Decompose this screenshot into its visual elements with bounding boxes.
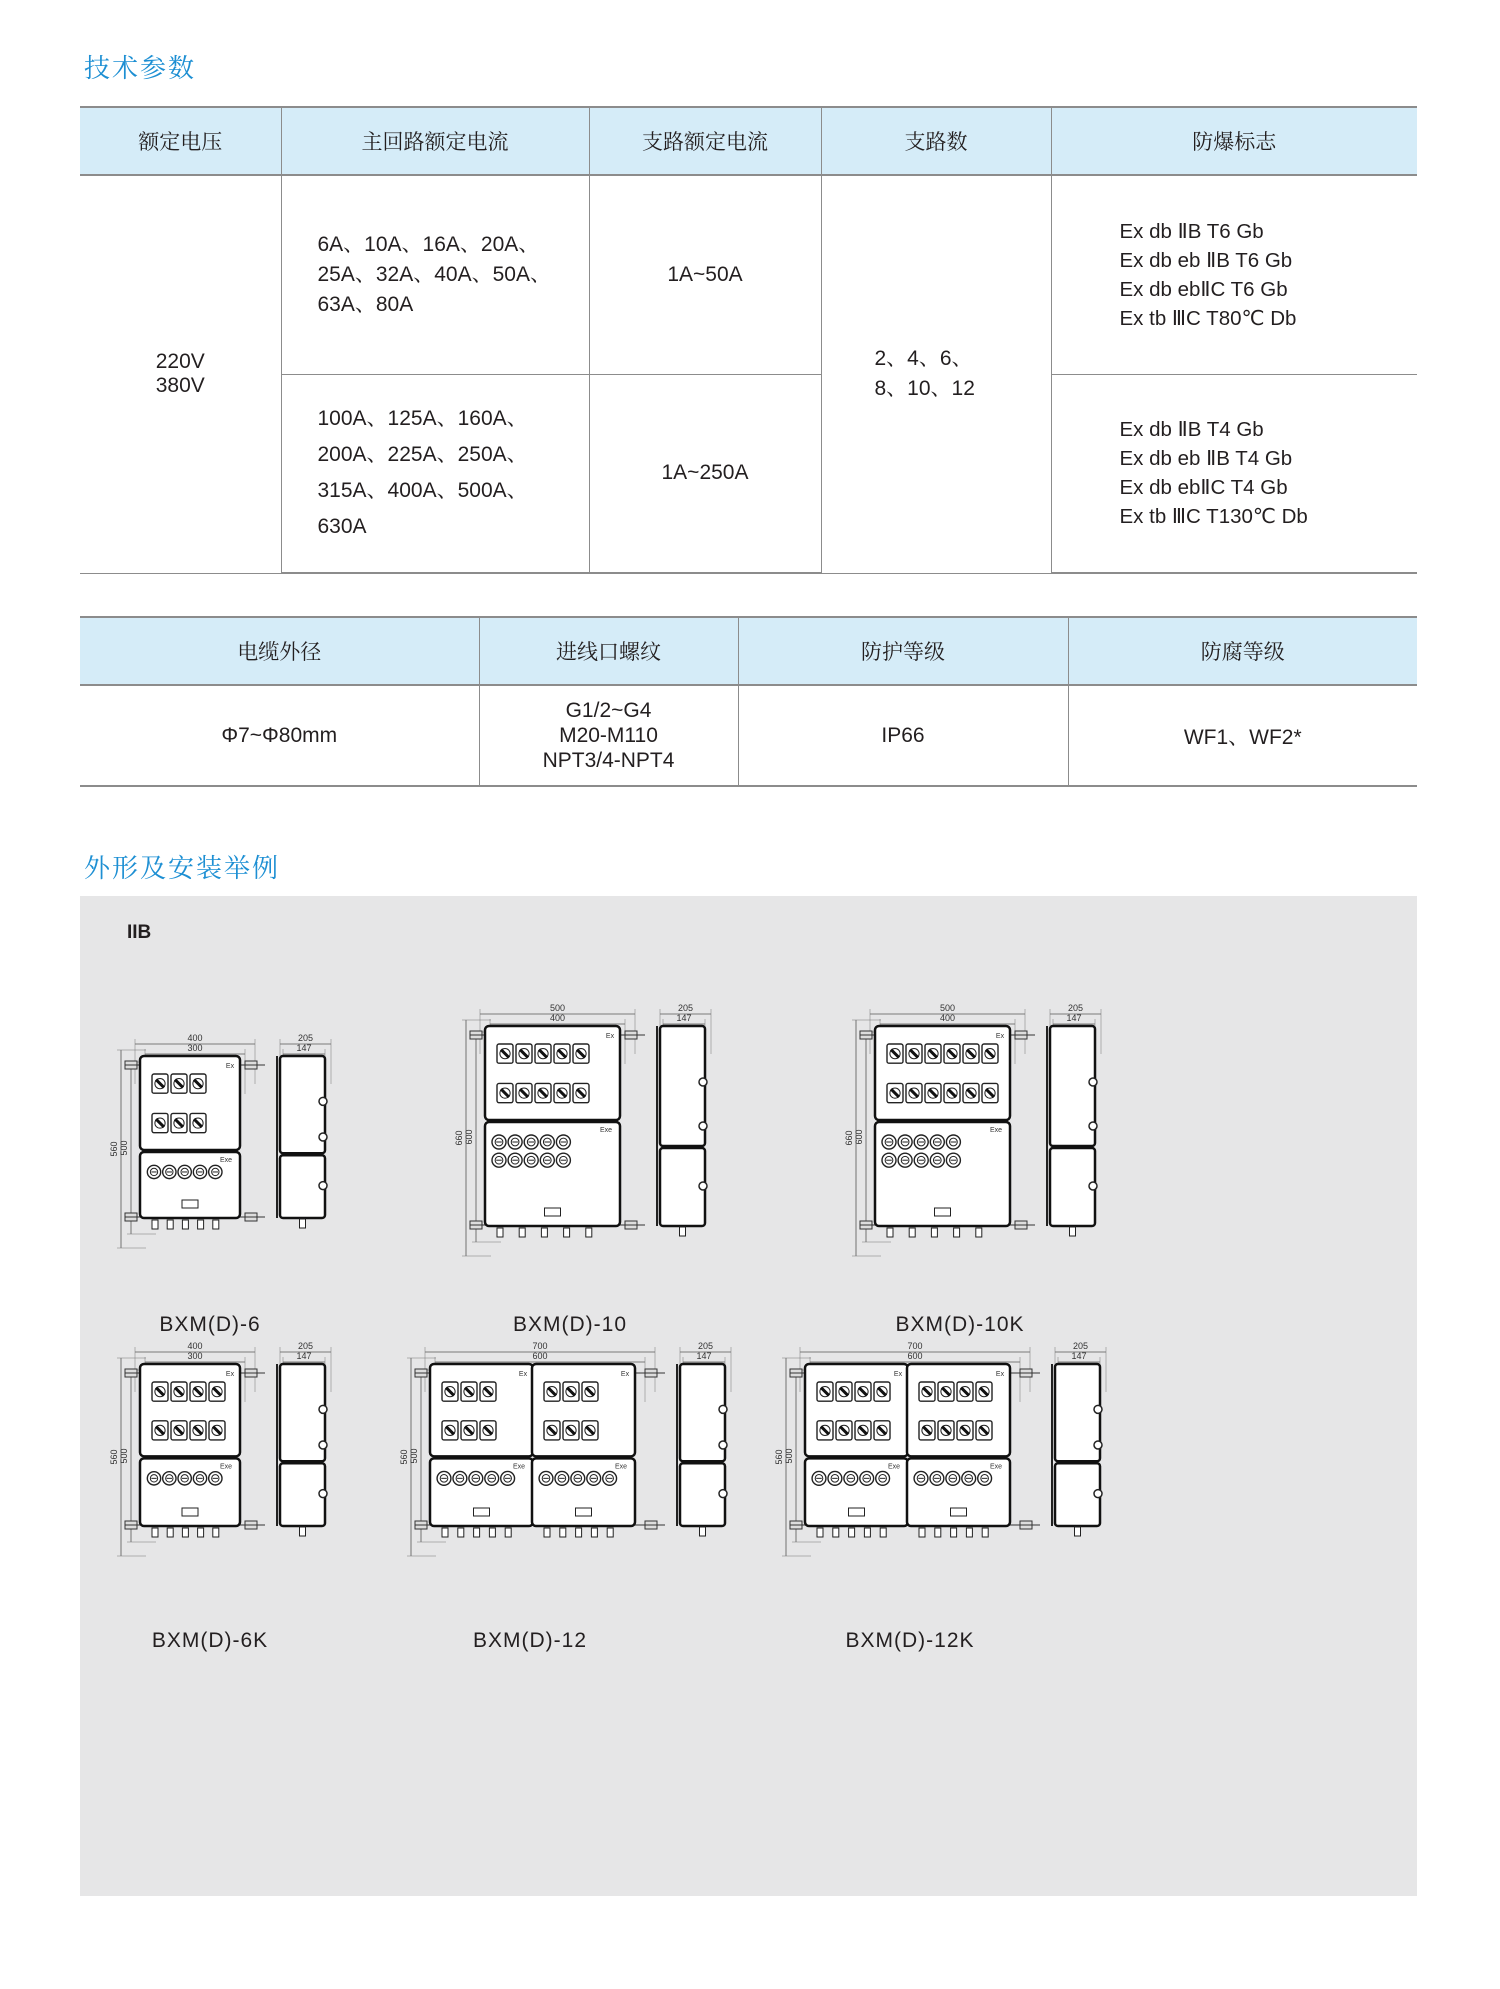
dim-width-inner-label: 600 <box>907 1351 923 1361</box>
dim-height-outer-label: 560 <box>774 1449 784 1465</box>
dim-height-outer-label: 560 <box>109 1449 119 1465</box>
ex-label: Ex <box>893 1371 903 1378</box>
cable-gland-icon <box>951 1528 957 1537</box>
side-knob-icon <box>719 1490 727 1498</box>
side-knob-icon <box>1094 1405 1102 1413</box>
thread-cell <box>479 685 738 786</box>
dim-width-inner-label: 400 <box>939 1013 956 1023</box>
nameplate <box>849 1508 865 1516</box>
model-label: BXM(D)-12K <box>845 1629 975 1652</box>
cable-gland-icon <box>564 1228 570 1237</box>
cable-gland-icon <box>931 1228 937 1237</box>
side-gland-icon <box>680 1227 686 1236</box>
cable-gland-icon <box>976 1228 982 1237</box>
ex-label: Ex <box>225 1371 235 1378</box>
dim-height-inner-label: 600 <box>854 1129 864 1145</box>
side-gland-icon <box>700 1527 706 1536</box>
enclosure-drawing-bxmd-6 <box>110 1006 470 1278</box>
cable-gland-icon <box>167 1220 173 1229</box>
ex-label: Ex <box>518 1371 528 1378</box>
dim-depth-inner-label: 147 <box>1066 1013 1082 1023</box>
main-current-line: 63A、80A <box>317 292 414 316</box>
cable-gland-icon <box>586 1228 592 1237</box>
ex-label: Ex <box>620 1371 630 1378</box>
dim-height-outer-label: 660 <box>844 1130 854 1146</box>
enclosure-drawing-bxmd-10k <box>845 976 1240 1286</box>
exe-label: Exe <box>219 1463 233 1471</box>
side-view-upper <box>1055 1364 1100 1461</box>
nameplate <box>545 1208 561 1216</box>
dim-height-inner-label: 500 <box>119 1140 129 1156</box>
dim-width-outer-label: 400 <box>187 1341 203 1351</box>
cable-gland-icon <box>442 1528 448 1537</box>
nameplate <box>474 1508 490 1516</box>
model-label: BXM(D)-6K <box>151 1629 269 1652</box>
side-view-lower <box>1055 1463 1100 1526</box>
model-label: BXM(D)-10K <box>895 1313 1025 1336</box>
ex-label: Ex <box>995 1371 1005 1378</box>
model-label: BXM(D)-12 <box>472 1629 588 1652</box>
group-label: IIB <box>127 922 152 943</box>
dim-height-inner-label: 500 <box>784 1448 794 1464</box>
model-label: BXM(D)-10 <box>512 1313 628 1336</box>
main-current-cell-a <box>281 175 589 374</box>
dim-width-inner-label: 400 <box>549 1013 566 1023</box>
ex-mark-line: Ex db ⅡB T4 Gb <box>1119 418 1264 442</box>
ex-label: Ex <box>225 1063 235 1070</box>
dim-depth-inner-label: 147 <box>296 1351 312 1361</box>
cable-gland-icon <box>213 1528 219 1537</box>
side-gland-icon <box>300 1219 306 1228</box>
side-knob-icon <box>319 1133 327 1141</box>
dim-depth-outer-label: 205 <box>297 1341 314 1351</box>
protection-cell: IP66 <box>738 685 1068 786</box>
voltage-220: 220V <box>155 350 205 374</box>
cable-gland-icon <box>198 1220 204 1229</box>
cable-gland-icon <box>519 1228 525 1237</box>
exe-label: Exe <box>219 1156 233 1164</box>
flameproof-compartment <box>430 1364 533 1456</box>
cable-gland-icon <box>817 1528 823 1537</box>
thread-line: NPT3/4-NPT4 <box>542 749 675 772</box>
exe-label: Exe <box>887 1463 901 1471</box>
side-knob-icon <box>699 1182 707 1190</box>
exe-label: Exe <box>989 1127 1003 1134</box>
exe-label: Exe <box>614 1463 628 1471</box>
cable-gland-icon <box>576 1528 582 1537</box>
side-view-upper <box>280 1364 325 1461</box>
cable-gland-icon <box>919 1528 925 1537</box>
header-branch-count: 支路数 <box>821 107 1051 175</box>
enclosure-drawing-bxmd-12k <box>775 1314 1245 1586</box>
model-label: BXM(D)-6 <box>159 1313 261 1336</box>
dim-depth-outer-label: 205 <box>697 1341 714 1351</box>
cable-gland-icon <box>541 1228 547 1237</box>
dim-height-inner-label: 600 <box>464 1129 474 1145</box>
cable-gland-icon <box>833 1528 839 1537</box>
cable-gland-icon <box>909 1228 915 1237</box>
dim-height-outer-label: 660 <box>454 1130 464 1146</box>
ex-mark-cell-b <box>1051 374 1417 573</box>
drawing-group <box>109 1341 331 1556</box>
side-knob-icon <box>1089 1078 1097 1086</box>
ex-mark-line: Ex db ebⅡC T4 Gb <box>1119 476 1288 500</box>
cable-diameter-cell: Φ7~Φ80mm <box>80 685 479 786</box>
side-knob-icon <box>1094 1490 1102 1498</box>
flameproof-compartment <box>140 1056 240 1150</box>
cable-gland-icon <box>182 1528 188 1537</box>
side-view-upper <box>660 1026 705 1146</box>
cable-gland-icon <box>935 1528 941 1537</box>
flameproof-compartment <box>532 1364 635 1456</box>
ex-mark-cell-a <box>1051 175 1417 374</box>
cable-gland-icon <box>198 1528 204 1537</box>
cable-gland-icon <box>607 1528 613 1537</box>
cable-gland-icon <box>152 1220 158 1229</box>
flameproof-compartment <box>485 1026 620 1120</box>
corrosion-cell: WF1、WF2* <box>1068 685 1417 786</box>
dim-width-inner-label: 300 <box>187 1351 203 1361</box>
nameplate <box>951 1508 967 1516</box>
dim-depth-inner-label: 147 <box>676 1013 692 1023</box>
side-knob-icon <box>1094 1441 1102 1449</box>
dim-height-outer-label: 560 <box>109 1141 119 1157</box>
side-view-upper <box>1050 1026 1095 1146</box>
side-view-lower <box>1050 1148 1095 1226</box>
branch-count-cell <box>821 175 1051 573</box>
exe-label: Exe <box>512 1463 526 1471</box>
dim-depth-inner-label: 147 <box>696 1351 712 1361</box>
dim-width-outer-label: 700 <box>907 1341 923 1351</box>
dim-height-inner-label: 500 <box>409 1448 419 1464</box>
voltage-cell <box>80 175 281 573</box>
side-view-upper <box>680 1364 725 1461</box>
voltage-380: 380V <box>155 374 205 398</box>
cable-gland-icon <box>458 1528 464 1537</box>
main-current-line: 25A、32A、40A、50A、 <box>317 262 551 286</box>
cable-gland-icon <box>982 1528 988 1537</box>
dim-height-inner-label: 500 <box>119 1448 129 1464</box>
side-view-lower <box>280 1463 325 1526</box>
header-cable-diameter: 电缆外径 <box>80 617 479 685</box>
dim-width-outer-label: 500 <box>549 1003 566 1013</box>
table-header-row <box>80 617 1417 685</box>
side-knob-icon <box>319 1182 327 1190</box>
side-knob-icon <box>319 1097 327 1105</box>
cable-gland-icon <box>182 1220 188 1229</box>
dim-depth-inner-label: 147 <box>1071 1351 1087 1361</box>
cable-params-table <box>80 616 1417 787</box>
side-gland-icon <box>1070 1227 1076 1236</box>
table-row <box>80 175 1417 374</box>
main-current-line: 315A、400A、500A、 <box>317 479 528 503</box>
section-title-tech-params: 技术参数 <box>84 54 197 84</box>
cable-gland-icon <box>887 1228 893 1237</box>
main-current-line: 630A <box>317 515 367 539</box>
dim-depth-outer-label: 205 <box>297 1033 314 1043</box>
thread-line: G1/2~G4 <box>565 699 652 722</box>
dim-width-outer-label: 400 <box>187 1033 203 1043</box>
side-knob-icon <box>719 1405 727 1413</box>
exe-label: Exe <box>599 1127 613 1134</box>
side-view-lower <box>680 1463 725 1526</box>
dim-depth-inner-label: 147 <box>296 1043 312 1053</box>
cable-gland-icon <box>591 1528 597 1537</box>
dim-width-outer-label: 700 <box>532 1341 548 1351</box>
drawing-area <box>80 896 1417 1896</box>
side-knob-icon <box>699 1078 707 1086</box>
dim-depth-outer-label: 205 <box>677 1003 694 1013</box>
cable-gland-icon <box>213 1220 219 1229</box>
branch-current-cell-b: 1A~250A <box>589 374 821 573</box>
cable-gland-icon <box>849 1528 855 1537</box>
header-thread: 进线口螺纹 <box>479 617 738 685</box>
drawing-group <box>774 1341 1106 1556</box>
thread-line: M20-M110 <box>559 724 658 747</box>
main-current-line: 100A、125A、160A、 <box>317 407 528 431</box>
side-knob-icon <box>319 1490 327 1498</box>
side-gland-icon <box>1075 1527 1081 1536</box>
side-view-upper <box>280 1056 325 1153</box>
side-gland-icon <box>300 1527 306 1536</box>
side-knob-icon <box>699 1122 707 1130</box>
cable-gland-icon <box>497 1228 503 1237</box>
drawing-group <box>454 1003 711 1256</box>
dim-depth-outer-label: 205 <box>1072 1341 1089 1351</box>
main-current-line: 200A、225A、250A、 <box>317 443 528 467</box>
cable-gland-icon <box>560 1528 566 1537</box>
cable-gland-icon <box>489 1528 495 1537</box>
side-view-lower <box>660 1148 705 1226</box>
side-knob-icon <box>1089 1182 1097 1190</box>
nameplate <box>182 1508 198 1516</box>
side-knob-icon <box>319 1441 327 1449</box>
ex-mark-line: Ex db ebⅡC T6 Gb <box>1119 277 1288 301</box>
header-main-current: 主回路额定电流 <box>281 107 589 175</box>
header-branch-current: 支路额定电流 <box>589 107 821 175</box>
cable-gland-icon <box>152 1528 158 1537</box>
table-header-row <box>80 107 1417 175</box>
drawing-group <box>844 1003 1101 1256</box>
side-knob-icon <box>719 1441 727 1449</box>
section-title-dimensions: 外形及安装举例 <box>84 854 281 884</box>
ex-mark-line: Ex db eb ⅡB T6 Gb <box>1119 248 1293 272</box>
branch-count-line: 2、4、6、 <box>874 347 973 371</box>
main-current-line: 6A、10A、16A、20A、 <box>317 232 540 256</box>
dim-width-inner-label: 600 <box>532 1351 548 1361</box>
side-knob-icon <box>1089 1122 1097 1130</box>
branch-count-line: 8、10、12 <box>874 377 975 401</box>
enclosure-drawing-bxmd-10 <box>455 976 850 1286</box>
cable-gland-icon <box>544 1528 550 1537</box>
dim-width-inner-label: 300 <box>187 1043 203 1053</box>
cable-gland-icon <box>880 1528 886 1537</box>
ex-label: Ex <box>995 1033 1005 1040</box>
exe-label: Exe <box>989 1463 1003 1471</box>
cable-gland-icon <box>864 1528 870 1537</box>
cable-gland-icon <box>966 1528 972 1537</box>
side-knob-icon <box>319 1405 327 1413</box>
header-protection: 防护等级 <box>738 617 1068 685</box>
nameplate <box>935 1208 951 1216</box>
table-row <box>80 685 1417 786</box>
nameplate <box>182 1200 198 1208</box>
flameproof-compartment <box>805 1364 908 1456</box>
header-ex-mark: 防爆标志 <box>1051 107 1417 175</box>
drawing-group <box>399 1341 731 1556</box>
dim-height-outer-label: 560 <box>399 1449 409 1465</box>
table-row <box>80 374 1417 573</box>
dim-depth-outer-label: 205 <box>1067 1003 1084 1013</box>
header-corrosion: 防腐等级 <box>1068 617 1417 685</box>
side-view-lower <box>280 1155 325 1218</box>
branch-current-cell-a: 1A~50A <box>589 175 821 374</box>
ex-mark-line: Ex db ⅡB T6 Gb <box>1119 219 1264 243</box>
cable-gland-icon <box>505 1528 511 1537</box>
tech-params-table <box>80 106 1417 574</box>
ex-label: Ex <box>605 1033 615 1040</box>
cable-gland-icon <box>954 1228 960 1237</box>
ex-mark-line: Ex tb ⅢC T130℃ Db <box>1119 505 1308 529</box>
main-current-cell-b <box>281 374 589 573</box>
ex-mark-line: Ex tb ⅢC T80℃ Db <box>1119 306 1297 330</box>
nameplate <box>576 1508 592 1516</box>
cable-gland-icon <box>167 1528 173 1537</box>
cable-gland-icon <box>474 1528 480 1537</box>
dim-width-outer-label: 500 <box>939 1003 956 1013</box>
drawing-group <box>109 1033 331 1248</box>
flameproof-compartment <box>875 1026 1010 1120</box>
ex-mark-line: Ex db eb ⅡB T4 Gb <box>1119 447 1293 471</box>
header-voltage: 额定电压 <box>80 107 281 175</box>
flameproof-compartment <box>907 1364 1010 1456</box>
